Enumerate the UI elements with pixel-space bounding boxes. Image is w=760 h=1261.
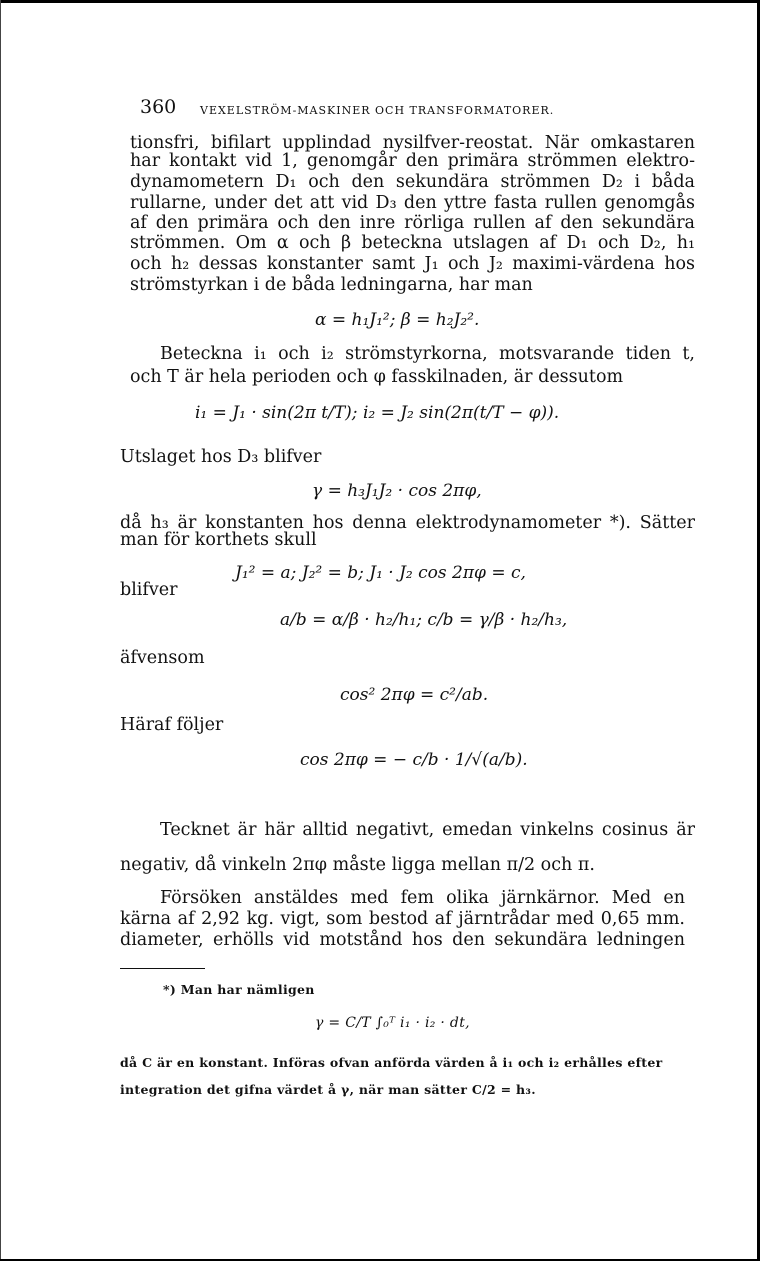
equation-cos-result: cos 2πφ = − c/b · 1/√(a/b). <box>300 750 528 770</box>
text-line: diameter, erhölls vid motstånd hos den sekundära ledningen <box>120 930 685 950</box>
equation-substitutions: J₁² = a; J₂² = b; J₁ · J₂ cos 2πφ = c, <box>235 563 526 583</box>
text-line: tionsfri, bifilart upplindad nysilfver-reostat. När omkastaren <box>130 133 695 153</box>
text-line: strömmen. Om α och β beteckna utslagen af D₁ och D₂, h₁ <box>130 233 695 253</box>
page-edge-top <box>0 0 760 3</box>
page-edge-left <box>0 0 1 1261</box>
footnote-intro: *) Man har nämligen <box>163 982 315 997</box>
label-haraf-foljer: Häraf följer <box>120 715 224 735</box>
text-line: och T är hela perioden och φ fasskilnaden, är dessutom <box>130 367 624 387</box>
equation-ratios: a/b = α/β · h₂/h₁; c/b = γ/β · h₂/h₃, <box>280 610 568 630</box>
footnote-line: integration det gifna värdet å γ, när man sätter C/2 = h₃. <box>120 1082 536 1097</box>
text-line: rullarne, under det att vid D₃ den yttre fasta rullen genomgås <box>130 193 695 213</box>
text-line: Beteckna i₁ och i₂ strömstyrkorna, motsvarande tiden t, <box>160 344 695 364</box>
equation-gamma: γ = h₃J₁J₂ · cos 2πφ, <box>312 481 482 501</box>
text-line: strömstyrkan i de båda ledningarna, har man <box>130 275 533 295</box>
text-line: af den primära och den inre rörliga rullen af den sekundära <box>130 213 695 233</box>
text-line: negativ, då vinkeln 2πφ måste ligga mellan π/2 och π. <box>120 855 595 875</box>
text-line: dynamometern D₁ och den sekundära strömmen D₂ i båda <box>130 172 695 192</box>
running-title: VEXELSTRÖM-MASKINER OCH TRANSFORMATORER. <box>200 104 555 117</box>
text-line: och h₂ dessas konstanter samt J₁ och J₂ maximi-värdena hos <box>130 254 695 274</box>
equation-alpha-beta: α = h₁J₁²; β = h₂J₂². <box>315 310 480 330</box>
text-line: Utslaget hos D₃ blifver <box>120 447 322 467</box>
text-line: Försöken anstäldes med fem olika järnkärnor. Med en <box>160 888 685 908</box>
footnote-line: då C är en konstant. Införas ofvan anförda värden å i₁ och i₂ erhålles efter <box>120 1055 663 1070</box>
equation-cos-squared: cos² 2πφ = c²/ab. <box>340 685 489 705</box>
page-number: 360 <box>140 96 177 118</box>
text-line: då h₃ är konstanten hos denna elektrodynamometer *). Sätter <box>120 513 695 533</box>
text-line: man för korthets skull <box>120 530 317 550</box>
label-blifver: blifver <box>120 580 178 600</box>
footnote-rule <box>120 968 205 969</box>
label-afvensom: äfvensom <box>120 648 205 668</box>
equation-currents: i₁ = J₁ · sin(2π t/T); i₂ = J₂ sin(2π(t/T − φ)). <box>195 403 560 423</box>
footnote-equation: γ = C/T ∫₀ᵀ i₁ · i₂ · dt, <box>315 1015 470 1031</box>
text-line: har kontakt vid 1, genomgår den primära strömmen elektro- <box>130 151 695 171</box>
text-line: kärna af 2,92 kg. vigt, som bestod af järntrådar med 0,65 mm. <box>120 909 685 929</box>
text-line: Tecknet är här alltid negativt, emedan vinkelns cosinus är <box>160 820 695 840</box>
